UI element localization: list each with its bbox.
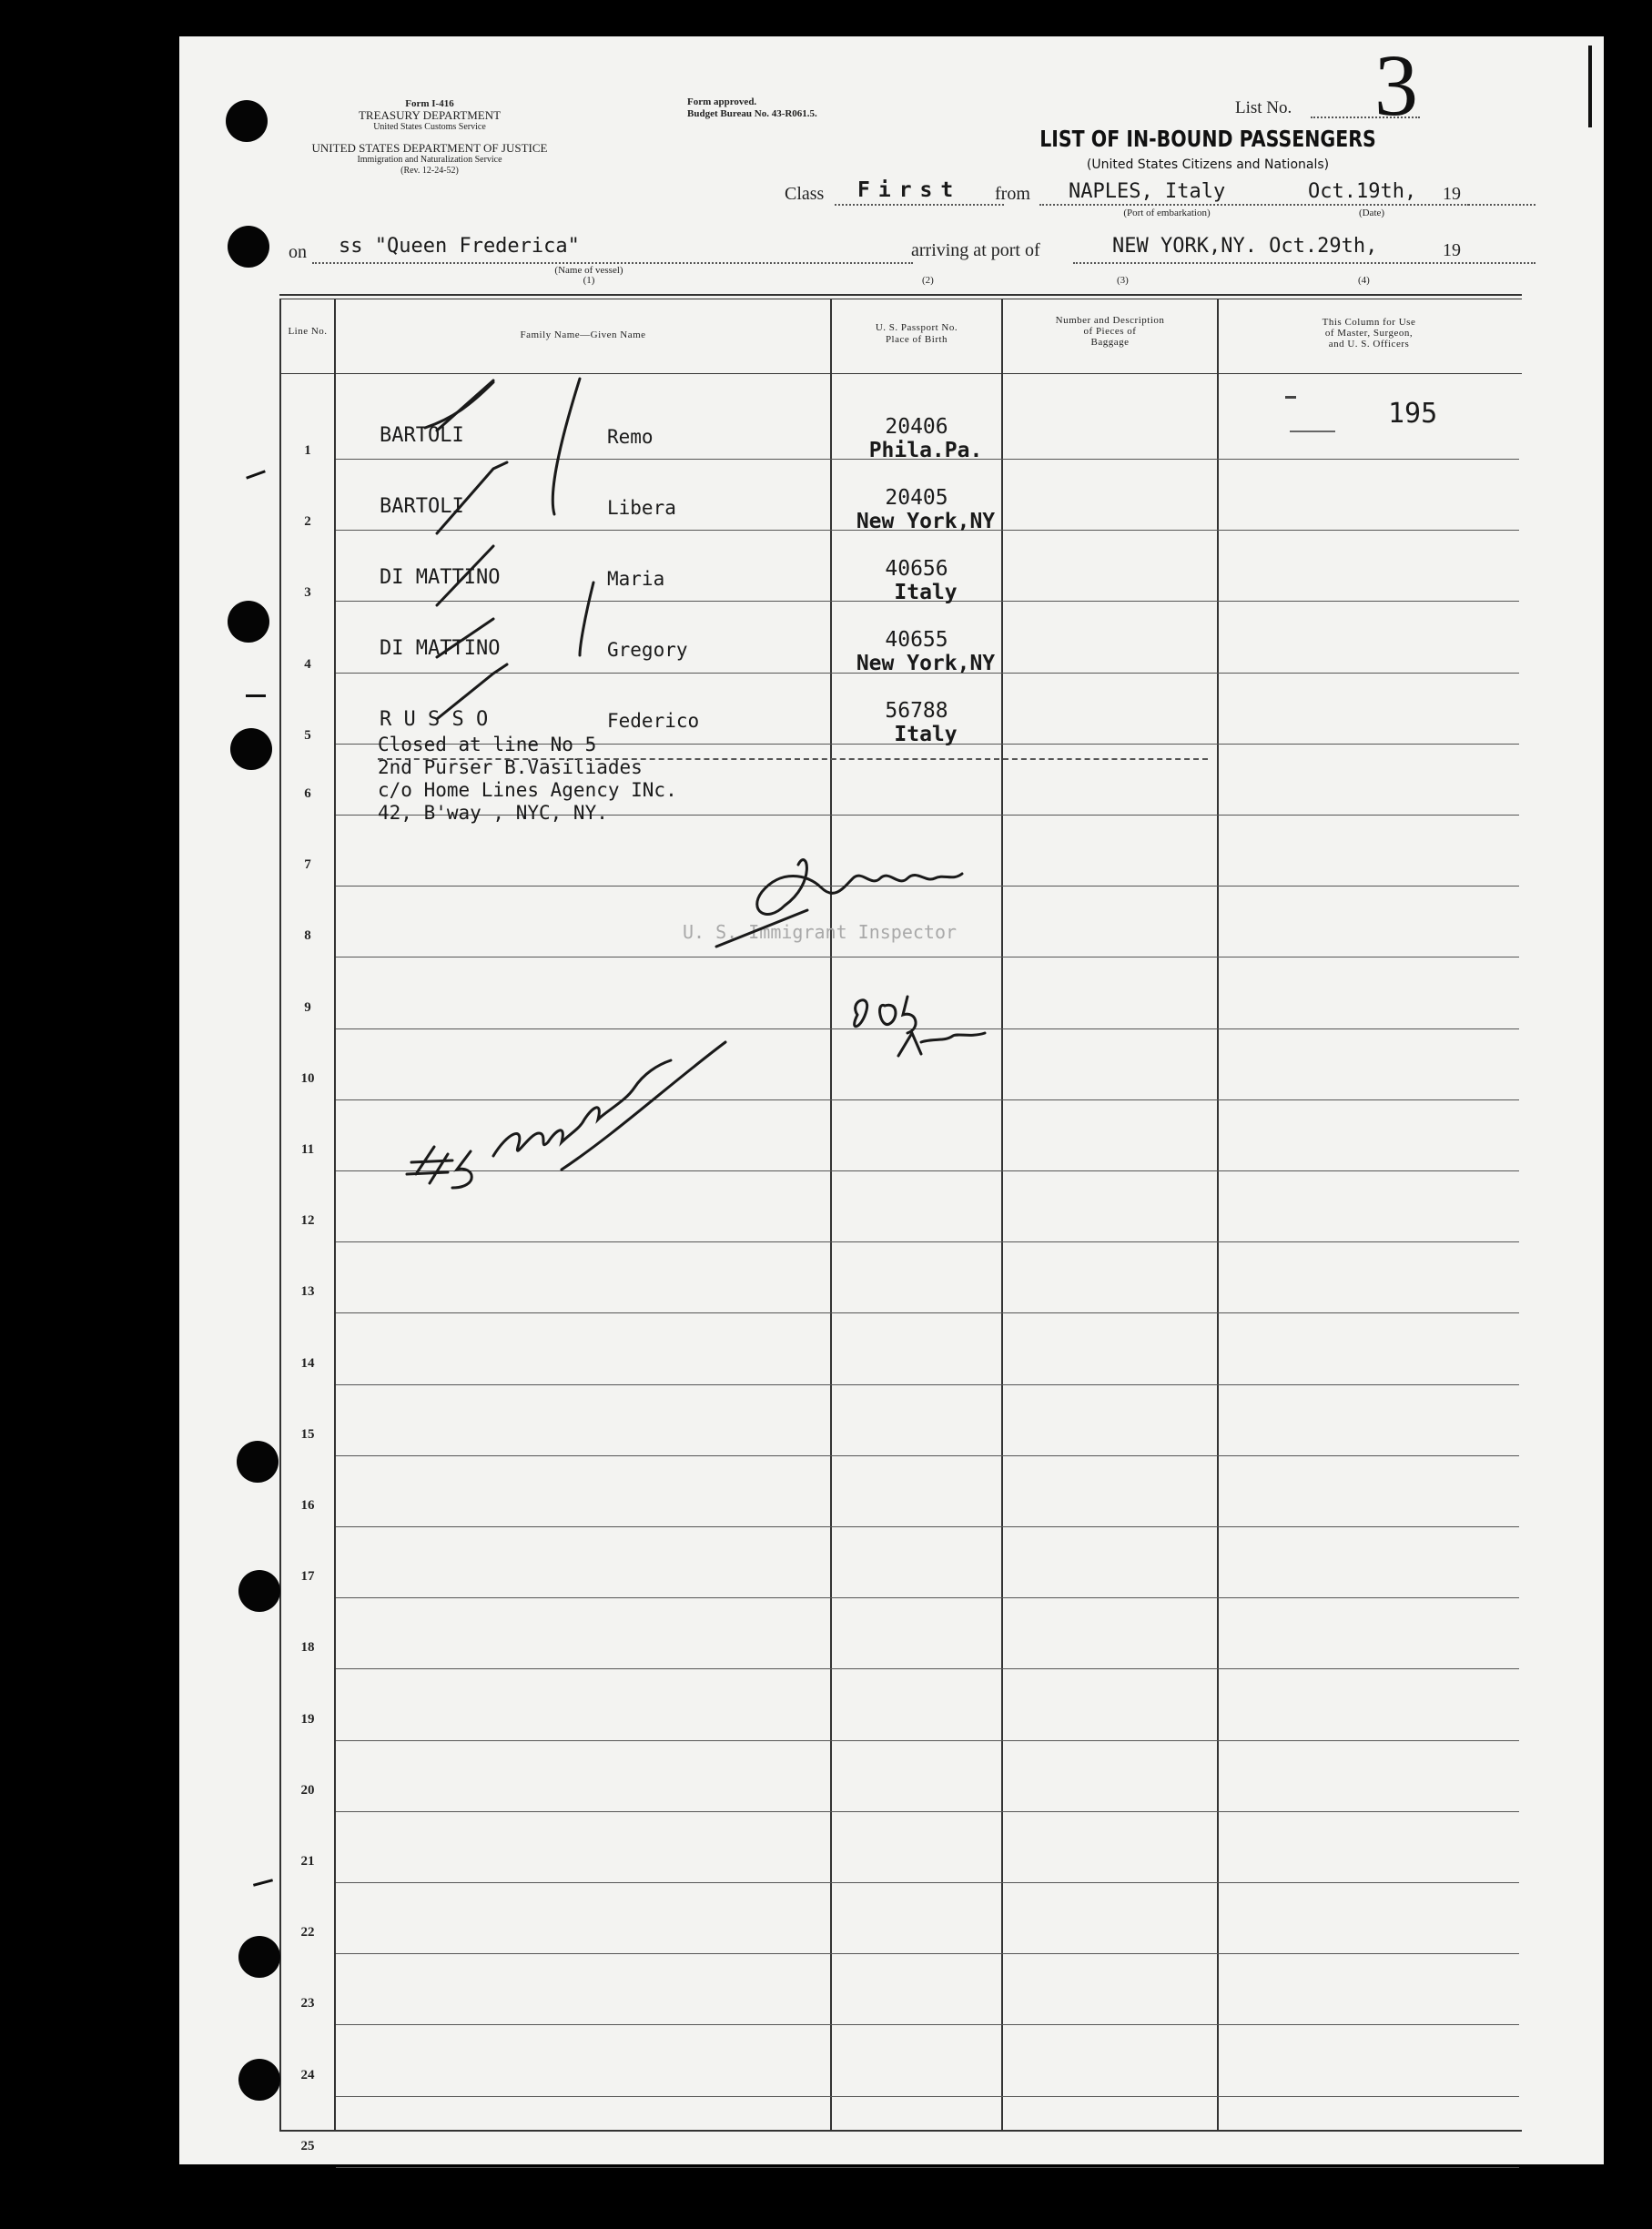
passenger-birthplace: Italy [894, 723, 958, 746]
passenger-passport-no: 56788 [885, 699, 948, 723]
form-number: Form I-416 [405, 98, 454, 109]
revision: (Rev. 12-24-52) [400, 166, 459, 176]
from-value: NAPLES, Italy [1069, 180, 1226, 203]
punch-hole-5 [237, 1441, 279, 1483]
punch-hole-1 [226, 100, 268, 142]
line-number: 16 [300, 1498, 315, 1513]
line-number: 23 [300, 1996, 315, 2011]
passenger-given-name: Libera [607, 497, 676, 519]
line-number: 14 [300, 1356, 315, 1371]
line-number: 3 [304, 585, 311, 600]
page-title: LIST OF IN-BOUND PASSENGERS [1039, 126, 1376, 152]
line-number: 17 [300, 1569, 315, 1584]
punch-hole-6 [238, 1570, 280, 1612]
inspector-stamp: U. S. Immigrant Inspector [683, 921, 958, 943]
line-number: 10 [300, 1071, 315, 1086]
handwritten-805 [855, 997, 916, 1033]
strike-mark-2 [437, 462, 507, 533]
punch-hole-2 [228, 226, 269, 268]
passenger-family-name: DI MATTINO [380, 566, 501, 589]
line-number: 7 [304, 857, 311, 872]
passenger-birthplace: New York,NY [856, 652, 996, 675]
customs-service: United States Customs Service [373, 122, 486, 132]
line-number: 13 [300, 1284, 315, 1299]
closing-line-1: Closed at line No 5 [378, 734, 597, 755]
class-value: First [857, 178, 962, 202]
officer-number: 195 [1388, 398, 1438, 430]
passenger-family-name: BARTOLI [380, 495, 464, 518]
year-label-2: 19 [1443, 240, 1461, 260]
passenger-given-name: Gregory [607, 639, 688, 661]
vessel-name: ss "Queen Frederica" [339, 235, 580, 258]
margin-tick-2 [246, 694, 266, 697]
list-no-label: List No. [1235, 98, 1292, 117]
punch-hole-8 [238, 2059, 280, 2101]
passenger-family-name: BARTOLI [380, 424, 464, 447]
arrival-port: NEW YORK,NY. Oct.29th, [1112, 235, 1378, 258]
handwritten-number-5 [407, 1147, 471, 1188]
line-number: 4 [304, 657, 311, 672]
list-no-value: 3 [1374, 36, 1418, 134]
col-header-name: Family Name—Given Name [520, 329, 646, 340]
passenger-passport-no: 40656 [885, 557, 948, 581]
strike-mark-4 [437, 619, 493, 657]
line-number: 11 [300, 1142, 315, 1157]
line-number: 12 [300, 1213, 315, 1228]
line-number: 15 [300, 1427, 315, 1442]
passenger-given-name: Remo [607, 426, 654, 448]
class-label: Class [785, 184, 825, 204]
line-number: 22 [300, 1925, 315, 1940]
bracket-curve [552, 379, 580, 514]
from-label: from [995, 184, 1030, 204]
line-number: 25 [300, 2139, 315, 2153]
on-label: on [289, 242, 307, 262]
form-approved: Form approved. [687, 96, 757, 107]
passenger-family-name: DI MATTINO [380, 637, 501, 660]
col-header-officers-3: and U. S. Officers [1328, 339, 1410, 350]
col-num-2: (2) [922, 275, 934, 286]
col-header-baggage-3: Baggage [1090, 337, 1130, 348]
col-num-3: (3) [1117, 275, 1129, 286]
handwriting-layer [179, 36, 1604, 2164]
passenger-birthplace: Phila.Pa. [868, 439, 983, 462]
vessel-col-num: (1) [583, 275, 595, 286]
passenger-passport-no: 20406 [885, 415, 948, 439]
line-number: 6 [304, 786, 311, 801]
line-number: 20 [300, 1783, 315, 1798]
passenger-birthplace: Italy [894, 581, 958, 604]
col-header-officers-2: of Master, Surgeon, [1324, 328, 1414, 339]
line-number: 2 [304, 514, 311, 529]
col-header-passport-2: Place of Birth [885, 334, 948, 345]
manifest-page [179, 36, 1604, 2164]
ins-service: Immigration and Naturalization Service [357, 155, 502, 165]
handwritten-am [898, 1033, 985, 1056]
page-subtitle: (United States Citizens and Nationals) [1086, 157, 1330, 172]
row-rule [336, 2167, 1519, 2168]
line-number: 1 [304, 443, 311, 458]
col-header-baggage-2: of Pieces of [1083, 326, 1137, 337]
passenger-passport-no: 20405 [885, 486, 948, 510]
closing-line-4: 42, B'way , NYC, NY. [378, 802, 608, 824]
line-number: 19 [300, 1712, 315, 1727]
col-num-4: (4) [1358, 275, 1370, 286]
vessel-caption: (Name of vessel) [554, 265, 623, 276]
col-header-baggage-1: Number and Description [1055, 315, 1165, 326]
line-number: 8 [304, 928, 311, 943]
justice-dept: UNITED STATES DEPARTMENT OF JUSTICE [311, 141, 548, 155]
strike-mark-3 [437, 546, 493, 605]
line-number: 5 [304, 728, 311, 743]
line-number: 21 [300, 1854, 315, 1869]
budget-bureau: Budget Bureau No. 43-R061.5. [687, 108, 817, 119]
closing-line-2: 2nd Purser B.Vasiliades [378, 756, 643, 778]
punch-hole-4 [230, 728, 272, 770]
closing-line-3: c/o Home Lines Agency INc. [378, 779, 677, 801]
line-number: 9 [304, 1000, 311, 1015]
bracket-curve-2 [580, 583, 593, 655]
col-header-passport-1: U. S. Passport No. [875, 322, 958, 333]
treasury-dept: TREASURY DEPARTMENT [358, 108, 502, 122]
departure-date: Oct.19th, [1308, 180, 1417, 203]
punch-hole-7 [238, 1936, 280, 1978]
arriving-label: arriving at port of [911, 240, 1040, 260]
col-header-line: Line No. [288, 326, 328, 337]
date-caption: (Date) [1358, 208, 1385, 218]
punch-hole-3 [228, 601, 269, 643]
passenger-birthplace: New York,NY [856, 510, 996, 533]
passenger-passport-no: 40655 [885, 628, 948, 652]
year-label-1: 19 [1443, 184, 1461, 204]
corner-mark [1552, 46, 1592, 127]
inspector-signature [757, 860, 962, 915]
port-embark-caption: (Port of embarkation) [1123, 208, 1211, 218]
col-header-officers-1: This Column for Use [1322, 317, 1416, 328]
passenger-given-name: Federico [607, 710, 700, 732]
line-number: 18 [300, 1640, 315, 1655]
passenger-given-name: Maria [607, 568, 665, 590]
line-number: 24 [300, 2068, 315, 2082]
strike-mark-5 [437, 664, 507, 719]
passenger-family-name: R U S S O [380, 708, 489, 731]
